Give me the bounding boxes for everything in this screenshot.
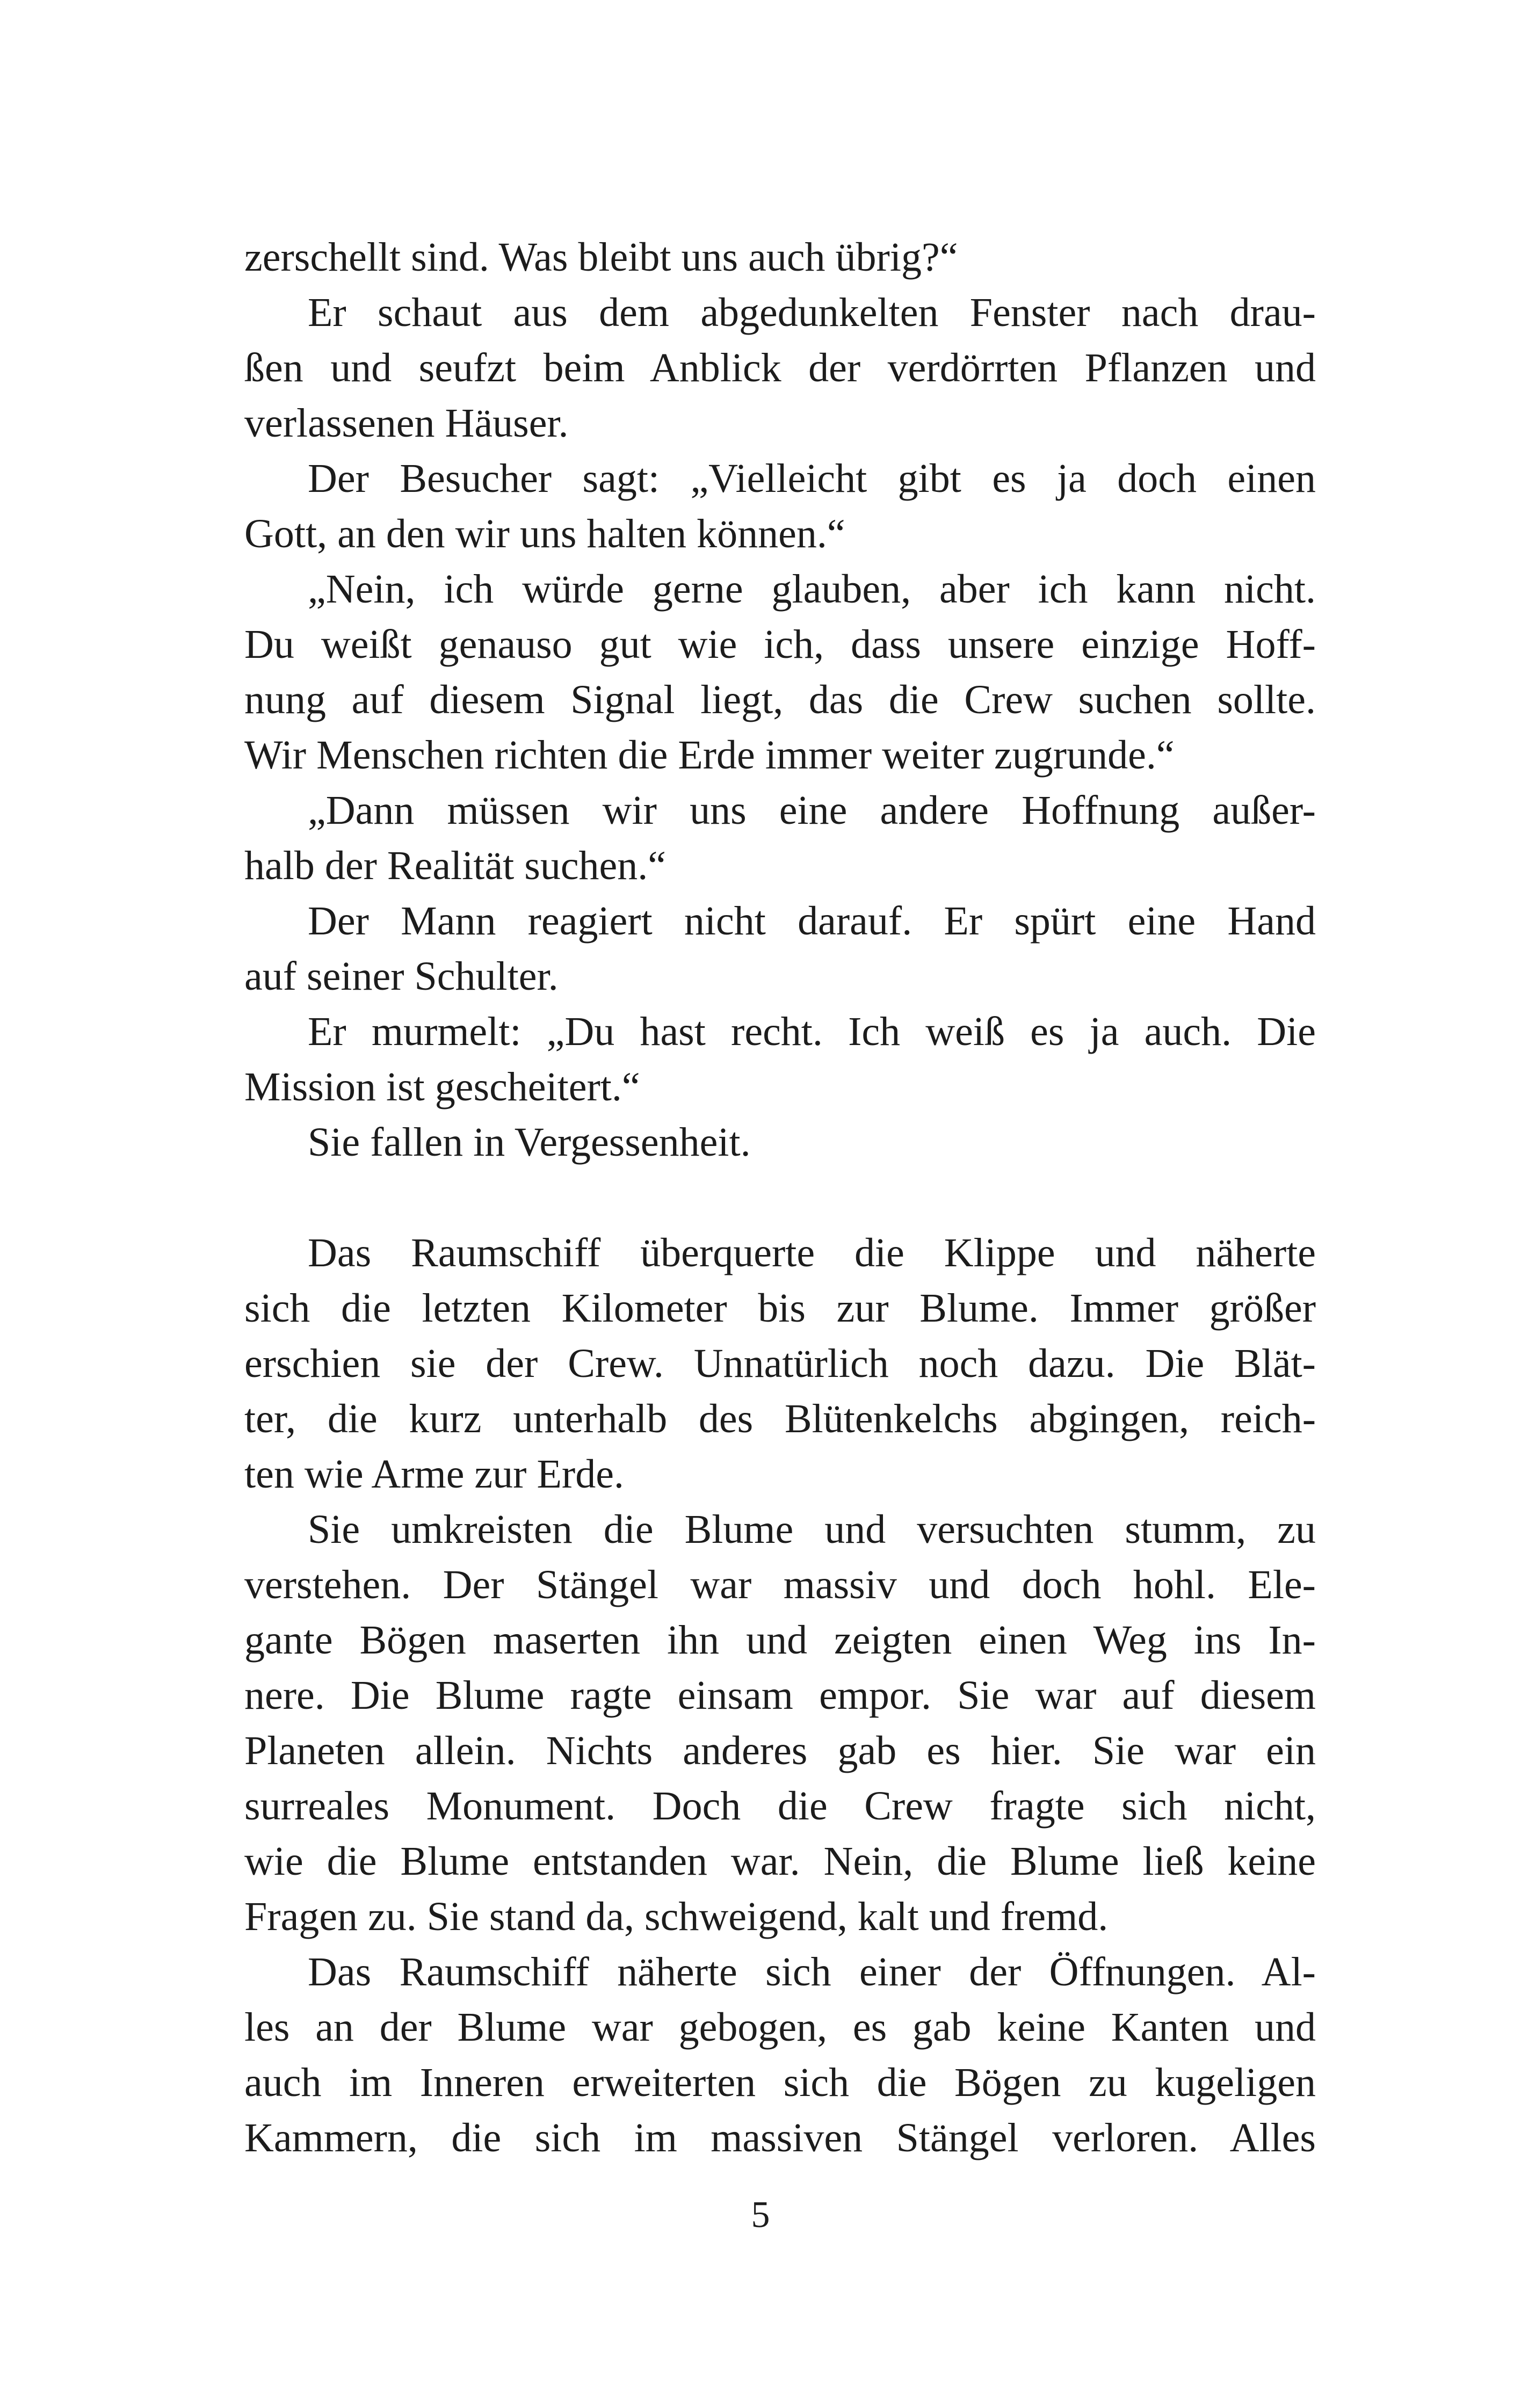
text-line: nung auf diesem Signal liegt, das die Crew suchen sollte.	[244, 677, 1316, 722]
text-line: Der Besucher sagt: „Vielleicht gibt es ja doch einen	[308, 456, 1316, 501]
text-line: verstehen. Der Stängel war massiv und doch hohl. Ele-	[244, 1562, 1316, 1607]
text-line: wie die Blume entstanden war. Nein, die Blume ließ keine	[244, 1839, 1316, 1884]
body-text	[244, 230, 1316, 2166]
text-line: „Dann müssen wir uns eine andere Hoffnung außer-	[308, 788, 1316, 833]
text-line: Das Raumschiff überquerte die Klippe und näherte	[308, 1230, 1316, 1275]
text-line: ter, die kurz unterhalb des Blütenkelchs abgingen, reich-	[244, 1396, 1316, 1441]
text-line: gante Bögen maserten ihn und zeigten einen Weg ins In-	[244, 1618, 1316, 1663]
text-line: Der Mann reagiert nicht darauf. Er spürt eine Hand	[308, 898, 1316, 944]
text-line: Gott, an den wir uns halten können.“	[244, 511, 845, 556]
text-line: surreales Monument. Doch die Crew fragte sich nicht,	[244, 1783, 1316, 1829]
text-line: les an der Blume war gebogen, es gab keine Kanten und	[244, 2005, 1316, 2050]
text-line: verlassenen Häuser.	[244, 401, 569, 446]
text-line: Sie umkreisten die Blume und versuchten stumm, zu	[308, 1507, 1316, 1552]
text-line: Er schaut aus dem abgedunkelten Fenster nach drau-	[308, 290, 1316, 335]
text-line: Du weißt genauso gut wie ich, dass unsere einzige Hoff-	[244, 622, 1316, 667]
text-line: ten wie Arme zur Erde.	[244, 1452, 624, 1497]
text-line: halb der Realität suchen.“	[244, 843, 667, 888]
page-number: 5	[751, 2194, 770, 2236]
text-line: Das Raumschiff näherte sich einer der Öffnungen. Al-	[308, 1949, 1316, 1994]
section-break	[244, 1170, 1316, 1225]
text-line: „Nein, ich würde gerne glauben, aber ich kann nicht.	[308, 567, 1316, 612]
text-line: Er murmelt: „Du hast recht. Ich weiß es ja auch. Die	[308, 1009, 1316, 1054]
text-line: nere. Die Blume ragte einsam empor. Sie war auf diesem	[244, 1673, 1316, 1718]
text-line: Mission ist gescheitert.“	[244, 1064, 640, 1109]
text-line: zerschellt sind. Was bleibt uns auch übrig?“	[244, 235, 958, 280]
text-line: Fragen zu. Sie stand da, schweigend, kalt und fremd.	[244, 1894, 1109, 1939]
text-line: ßen und seufzt beim Anblick der verdörrten Pflanzen und	[244, 345, 1316, 390]
text-line: erschien sie der Crew. Unnatürlich noch dazu. Die Blät-	[244, 1341, 1316, 1386]
text-line: Sie fallen in Vergessenheit.	[308, 1120, 751, 1165]
text-line: auf seiner Schulter.	[244, 954, 559, 999]
text-line: Wir Menschen richten die Erde immer weiter zugrunde.“	[244, 732, 1175, 778]
text-line: Planeten allein. Nichts anderes gab es hier. Sie war ein	[244, 1728, 1316, 1773]
text-line: auch im Inneren erweiterten sich die Bögen zu kugeligen	[244, 2060, 1316, 2105]
text-line: Kammern, die sich im massiven Stängel verloren. Alles	[244, 2115, 1316, 2160]
text-line: sich die letzten Kilometer bis zur Blume. Immer größer	[244, 1286, 1316, 1331]
